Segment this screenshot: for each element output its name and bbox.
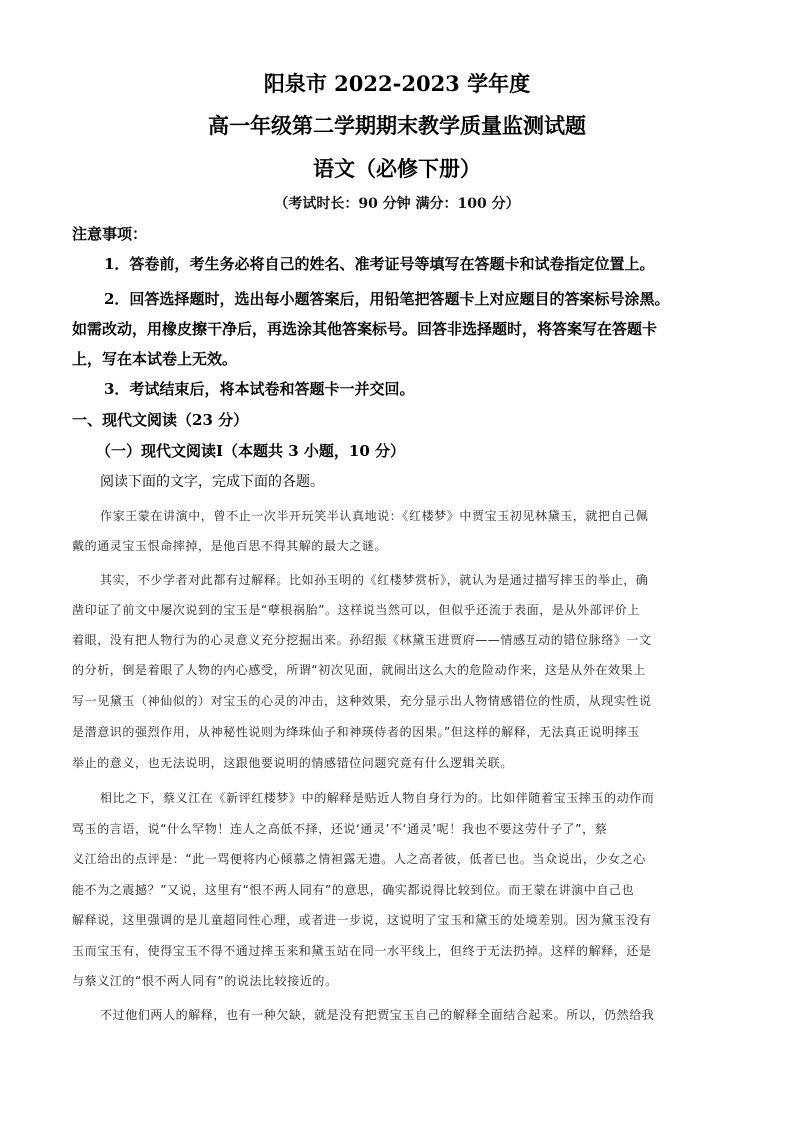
passage-line: 相比之下，蔡义江在《新评红楼梦》中的解释是贴近人物自身行为的。比如伴随着宝玉摔玉的动作而 xyxy=(100,791,655,805)
passage-line: 的分析，倒是着眼了人物的内心感受，所谓“初次见面，就闹出这么大的危险动作来，这是从外在效果上 xyxy=(72,663,646,677)
reading-instruction: 阅读下面的文字，完成下面的各题。 xyxy=(100,474,324,490)
exam-info: （考试时长：90 分钟 满分：100 分） xyxy=(274,196,520,212)
subsection-heading: （一）现代文阅读Ⅰ（本题共 3 小题，10 分） xyxy=(96,442,405,460)
passage-line: 作家王蒙在讲演中，曾不止一次半开玩笑半认真地说：《红楼梦》中贾宝玉初见林黛玉，就把自己佩 xyxy=(100,509,649,523)
notice-item-1: 1．答卷前，考生务必将自己的姓名、准考证号等填写在答题卡和试卷指定位置上。 xyxy=(104,255,655,273)
exam-title-subject: 语文（必修下册） xyxy=(313,156,481,181)
passage-line: 能不为之震撼？”又说，这里有“恨不两人同有”的意思，确实都说得比较到位。而王蒙在讲演中自己也 xyxy=(72,883,635,897)
passage-line: 玉而宝玉有，使得宝玉不得不通过摔玉来和黛玉站在同一水平线上，但终于无法扔掉。这样的解释，还是 xyxy=(72,944,652,958)
notice-item-3: 3．考试结束后，将本试卷和答题卡一并交回。 xyxy=(104,380,415,398)
passage-line: 骂玉的言语，说“什么罕物！连人之高低不择，还说‘通灵’不‘通灵’呢！我也不要这劳什子了”，蔡 xyxy=(72,822,608,836)
passage-line: 义江给出的点评是：“此一骂便将内心倾慕之情袒露无遗。人之高者彼，低者已也。当众说出，少女之心 xyxy=(72,852,646,866)
exam-title-region: 阳泉市 2022-2023 学年度 xyxy=(263,71,531,96)
passage-line: 是潜意识的强烈作用，从神秘性说则为绛珠仙子和神瑛侍者的因果。”但这样的解释，无法真正说明摔玉 xyxy=(72,725,640,739)
passage-line: 凿印证了前文中屡次说到的宝玉是“孽根祸胎”。这样说当然可以，但似乎还流于表面，是从外部评价上 xyxy=(72,603,641,617)
passage-line: 不过他们两人的解释，也有一种欠缺，就是没有把贾宝玉自己的解释全面结合起来。所以，仍然给我 xyxy=(100,1008,655,1022)
passage-line: 写一见黛玉（神仙似的）对宝玉的心灵的冲击，这种效果，充分显示出人物情感错位的性质，从现实性说 xyxy=(72,694,652,708)
passage-line: 着眼，没有把人物行为的心灵意义充分挖掘出来。孙绍振《林黛玉进贾府——情感互动的错位脉络》一文 xyxy=(72,633,652,647)
passage-line: 其实，不少学者对此都有过解释。比如孙玉明的《红楼梦赏析》，就认为是通过描写摔玉的举止，确 xyxy=(100,573,649,587)
notice-item-2: 2．回答选择题时，选出每小题答案后，用铅笔把答题卡上对应题目的答案标号涂黑。 xyxy=(104,290,670,308)
section-heading: 一、现代文阅读（23 分） xyxy=(72,411,249,429)
passage-line: 举止的意义，也无法说明，这跟他要说明的情感错位问题究竟有什么逻辑关联。 xyxy=(72,756,514,770)
exam-title-grade: 高一年级第二学期期末教学质量监测试题 xyxy=(208,113,586,138)
passage-line: 与蔡义江的“恨不两人同有”的说法比较接近的。 xyxy=(72,974,338,988)
passage-line: 解释说，这里强调的是儿童超同性心理，或者进一步说，这说明了宝玉和黛玉的处境差别。因为黛玉没有 xyxy=(72,913,652,927)
passage-line: 戴的通灵宝玉恨命摔掉，是他百思不得其解的最大之谜。 xyxy=(72,539,388,553)
notice-heading: 注意事项： xyxy=(72,225,148,243)
notice-item-2-cont: 上，写在本试卷上无效。 xyxy=(72,350,238,368)
notice-item-2-cont: 如需改动，用橡皮擦干净后，再选涂其他答案标号。回答非选择题时，将答案写在答题卡 xyxy=(72,320,658,338)
